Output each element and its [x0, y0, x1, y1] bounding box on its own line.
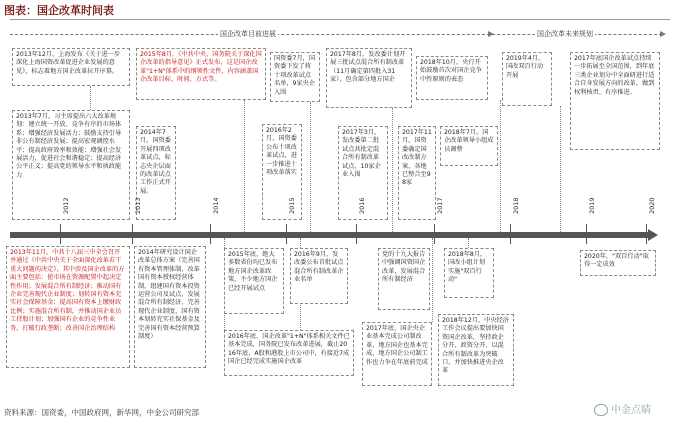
event-box-2015-08-guidance: 2015年8月，《中共中央、国务院关于深化国企改革的指导意见》正式发布，这是国企改革"1+N"体系中的纲领性文件，内容涵盖国企改革目标、时间、方式等。	[136, 48, 266, 100]
tick-2012	[60, 224, 61, 244]
event-box-2017-corporatization: 2017年底，国企央企业基本完成公司制改革，地方国企也基本完成，地方国企公司制工作也力争在年底前完成	[362, 322, 432, 386]
connector-top-1	[90, 86, 91, 110]
tick-2019	[586, 224, 587, 244]
plan-label: 国企改革未来规划	[537, 30, 593, 38]
progress-bracket-line	[10, 19, 490, 20]
connector-top-2	[244, 100, 245, 232]
event-box-2018-10-central-bank: 2018年10月，央行开始鼓励首次对国企竞争中性原则的表态	[416, 56, 488, 100]
connector-top-6	[560, 106, 561, 232]
timeline-axis	[10, 232, 650, 238]
event-box-2013-12-shanghai: 2013年12月，上海发布《关于进一步深化上海国资改革促进企业发展的意见》，标志着地方国企改革拉开序幕。	[12, 48, 130, 86]
event-box-2019-04-double-hundred: 2019年4月，国改双百行动开展	[502, 52, 552, 106]
wechat-icon	[594, 404, 608, 416]
event-box-2016-09-first-batch: 2016年9月，发改委公布首批试点混合所有制改革企业名单	[290, 248, 348, 304]
year-label-2017: 2017	[436, 197, 444, 214]
connector-top-5	[500, 100, 501, 232]
year-label-2019: 2019	[588, 197, 596, 214]
event-box-2013-11-third-plenum: 2013年11月，中共十八届三中全会召开并通过《中共中央关于全面深化改革若干重大问题的决定》，其中涉及国企改革的方面主要包括：使市场在资源配置中起决定性作用；发展混合所有制经济；推动国有企业完善现代企业制度；划转国有资本充实社会保障基金；提高国有资本上缴财政比例；实施混合所有制，并推动国企业员工持股计划；加强国有企业的竞争性业务，打破行政垄断；改善国企治理结构	[6, 246, 130, 368]
event-box-2017-nationwide: 2017年底国企改革试点持续一步拓展至全国范围，到年底三类企业划分中全面研进行适合自身发展方向的改革，做到权利核责、有序推进。	[570, 52, 660, 150]
event-box-2015-local-policies: 2015年底，绝大多数省份均已发布地方国企改革政策，不少地方国企已经开展试点	[224, 248, 284, 314]
tick-2017	[434, 224, 435, 244]
year-label-2013: 2013	[134, 197, 142, 214]
event-box-2014-07-pilots: 2014年7月，国资委开展四项改革试点，标志央企层面的改革试点工作正式开展。	[136, 126, 176, 220]
tick-2014	[210, 224, 211, 244]
year-label-2016: 2016	[358, 197, 366, 214]
event-box-2016-02-ten-pilots: 2016年2月，国资委公布十项改革试点，进一步推进十项改革落实	[262, 124, 302, 220]
chart-title: 图表：国企改革时间表	[4, 4, 114, 17]
event-box-19th-congress: 党的十九大报告中强调国资国企改革，发展混合所有制经济	[378, 248, 430, 310]
event-box-2017-08-mixed-ownership: 2017年8月，发改委计划开展三批试点混合所有制改革（11月确定第四批入31家），包含部分地方国企	[326, 48, 412, 108]
plan-arrow-head	[660, 31, 666, 37]
year-label-2020: 2020	[648, 197, 656, 214]
brand-logo-text: 中金点睛	[611, 405, 651, 416]
tick-2015	[286, 224, 287, 244]
connector-bottom-3	[432, 238, 433, 322]
connector-bottom-4	[468, 238, 469, 248]
tick-2016	[356, 224, 357, 244]
connector-top-3	[310, 102, 311, 232]
source-note: 资料来源：国资委，中国政府网，新华网，中金公司研究部	[4, 408, 199, 417]
event-box-2016-07-pilot-list: 国资委7月，国资委下发了将十项改革试点名单，9家央企入围	[270, 52, 320, 102]
tick-2020	[646, 224, 647, 244]
brand-logo	[594, 401, 651, 416]
year-label-2014: 2014	[212, 197, 220, 214]
plan-bracket-line	[490, 19, 670, 20]
timeline-arrow-head	[648, 229, 658, 241]
event-box-2013-07-xi: 2013年7月，习主席提出六大改革规划：建立统一开放、竞争有序的市场体系；增强经济发展活力；鼓励支持引导非公有制经济发展；提高宏观调控水平；提高政府效率和效能；增强社会发展活力，促进社会和谐稳定；提高经济公平正义；提高党的领导水平和执政能力	[12, 110, 130, 220]
event-box-2014-overall-plan: 2014年研究设计国企改革总体方案（完善国有资本管理体制，改革国有资本授权经营体制，组建国有资本投资运营公司及试点，发展混合所有制经济，完善现代企业制度，国有资本划转充实社保基金及完善国有资本经营预算制度）	[134, 246, 206, 368]
event-box-2018-12-work-conference: 2018年12月，中央经济工作会议提出要加快国资国企改革，坚持政企分开、政资分开、以混合所有制改革为突破口，并加快推进央企改革	[438, 314, 514, 386]
tick-2013	[132, 224, 133, 244]
progress-label: 国企改革目前进展	[220, 30, 276, 38]
event-box-2020-double-hundred: 2020年，"双百行动"取得一定成效	[580, 250, 656, 276]
event-box-2018-08-double-hundred: 2018年8月，国改小组计划实施"双百行动"	[444, 248, 494, 298]
year-label-2015: 2015	[288, 197, 296, 214]
event-box-2017-03-second-batch: 2017年3月，发改委第二批试点共批定混合所有制改革试点，10家企业入围	[338, 126, 388, 220]
tick-2018	[510, 224, 511, 244]
year-label-2018: 2018	[512, 197, 520, 214]
connector-top-4	[392, 108, 393, 232]
event-box-2018-07-leading-group: 2018年7月，国企改革领导小组成员调整	[440, 126, 498, 166]
year-label-2012: 2012	[62, 197, 70, 214]
event-box-2017-11-restructure: 2017年11月，国资委确定国改改制方案，各地已整合至98家	[398, 126, 436, 220]
event-box-2016-1n-system: 2016年底，国企改革"1+N"体系相关文件已基本完成，国务院已发布改革进展，截止2016年底，A股和港股上市公司中，有接近7成国企已经完成实施国企改革	[224, 330, 354, 376]
